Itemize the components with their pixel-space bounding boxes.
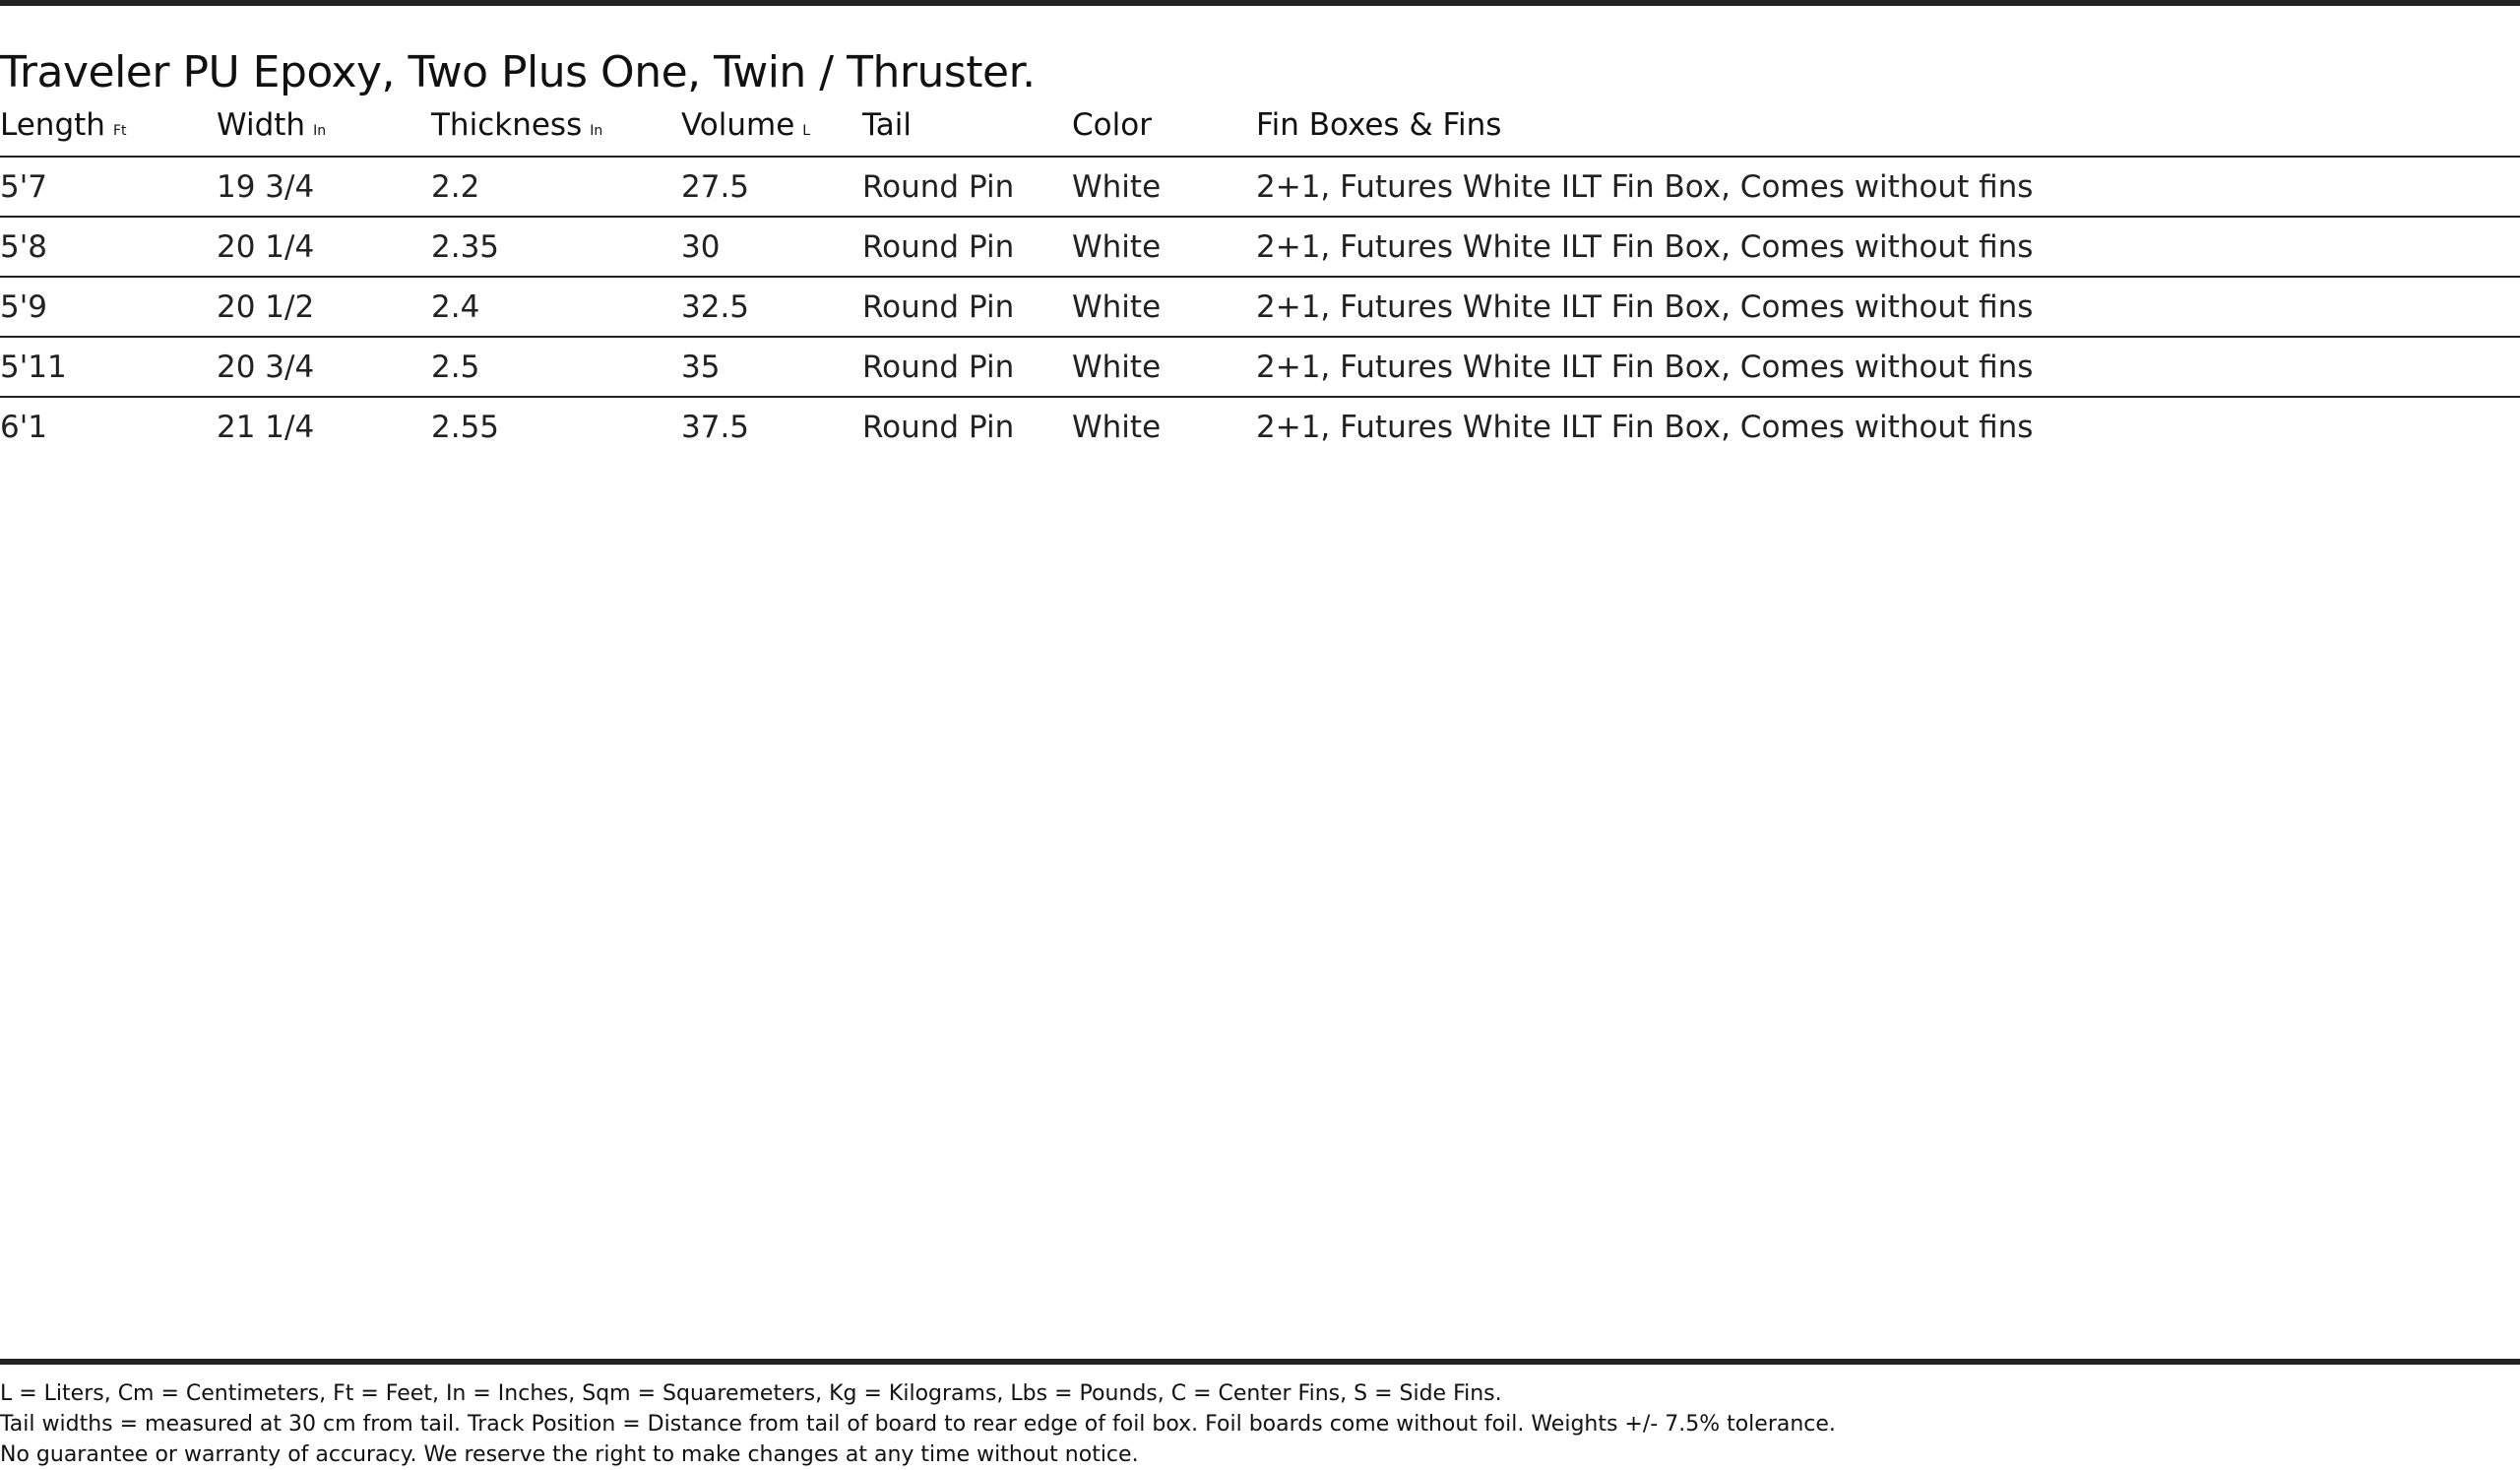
cell-color: White (1072, 409, 1162, 445)
cell-tail: Round Pin (862, 409, 1015, 445)
cell-tail: Round Pin (862, 277, 1072, 337)
cell-length: 5'11 (0, 337, 217, 397)
cell-length: 5'8 (0, 217, 217, 277)
top-divider (0, 0, 2520, 6)
cell-tail: Round Pin (862, 157, 1072, 217)
cell-thickness: 2.55 (431, 409, 500, 445)
cell-length: 5'9 (0, 277, 217, 337)
page-title: Traveler PU Epoxy, Two Plus One, Twin / Thruster. (0, 47, 1036, 98)
footnote-disclaimer: No guarantee or warranty of accuracy. We reserve the right to make changes at any time without notice. (0, 1442, 1139, 1467)
cell-thickness: 2.2 (431, 157, 681, 217)
cell-width: 19 3/4 (217, 157, 431, 217)
specs-table (0, 95, 2520, 456)
cell-volume: 35 (681, 337, 862, 397)
table-row (0, 277, 2520, 337)
cell-fin-boxes: 2+1, Futures White ILT Fin Box, Comes without fins (1256, 409, 2034, 445)
column-header-thickness: Thickness In (431, 95, 681, 157)
cell-width: 20 1/2 (217, 277, 431, 337)
table-row (0, 337, 2520, 397)
cell-fin-boxes: 2+1, Futures White ILT Fin Box, Comes without fins (1256, 217, 2520, 277)
footnote-abbreviations: L = Liters, Cm = Centimeters, Ft = Feet, In = Inches, Sqm = Squaremeters, Kg = Kilograms, Lbs = Pounds, C = Center Fins, S = Side Fins. (0, 1381, 1502, 1406)
cell-width: 20 1/4 (217, 217, 431, 277)
footnote-measurements: Tail widths = measured at 30 cm from tail. Track Position = Distance from tail of board to rear edge of foil box. Foil boards come without foil. Weights +/- 7.5% tolerance. (0, 1412, 1836, 1437)
column-header-volume: Volume L (681, 95, 862, 157)
column-header-tail: Tail (862, 95, 1072, 157)
column-header-color: Color (1072, 95, 1256, 157)
cell-color: White (1072, 217, 1256, 277)
cell-fin-boxes: 2+1, Futures White ILT Fin Box, Comes without fins (1256, 277, 2520, 337)
column-unit: In (590, 123, 603, 139)
column-header-width: Width In (217, 95, 431, 157)
cell-width: 20 3/4 (217, 337, 431, 397)
cell-fin-boxes: 2+1, Futures White ILT Fin Box, Comes without fins (1256, 157, 2520, 217)
cell-thickness: 2.5 (431, 337, 681, 397)
cell-tail: Round Pin (862, 337, 1072, 397)
cell-fin-boxes: 2+1, Futures White ILT Fin Box, Comes without fins (1256, 337, 2520, 397)
cell-volume: 37.5 (681, 409, 750, 445)
cell-color: White (1072, 337, 1256, 397)
cell-color: White (1072, 157, 1256, 217)
column-unit: L (802, 123, 811, 139)
table-row (0, 157, 2520, 217)
cell-volume: 27.5 (681, 157, 862, 217)
cell-width: 21 1/4 (217, 409, 315, 445)
column-header-length: Length Ft (0, 95, 217, 157)
cell-color: White (1072, 277, 1256, 337)
cell-tail: Round Pin (862, 217, 1072, 277)
cell-length: 6'1 (0, 409, 47, 445)
table-header-row (0, 95, 2520, 157)
column-unit: Ft (112, 123, 127, 139)
cell-length: 5'7 (0, 157, 217, 217)
cell-volume: 32.5 (681, 277, 862, 337)
bottom-divider (0, 1359, 2520, 1365)
cell-thickness: 2.35 (431, 217, 681, 277)
cell-volume: 30 (681, 217, 862, 277)
footnotes (0, 1378, 2520, 1470)
table-row (0, 217, 2520, 277)
column-header-fin-boxes: Fin Boxes & Fins (1256, 95, 2520, 157)
table-row (0, 397, 2520, 456)
column-unit: In (313, 123, 327, 139)
cell-thickness: 2.4 (431, 277, 681, 337)
